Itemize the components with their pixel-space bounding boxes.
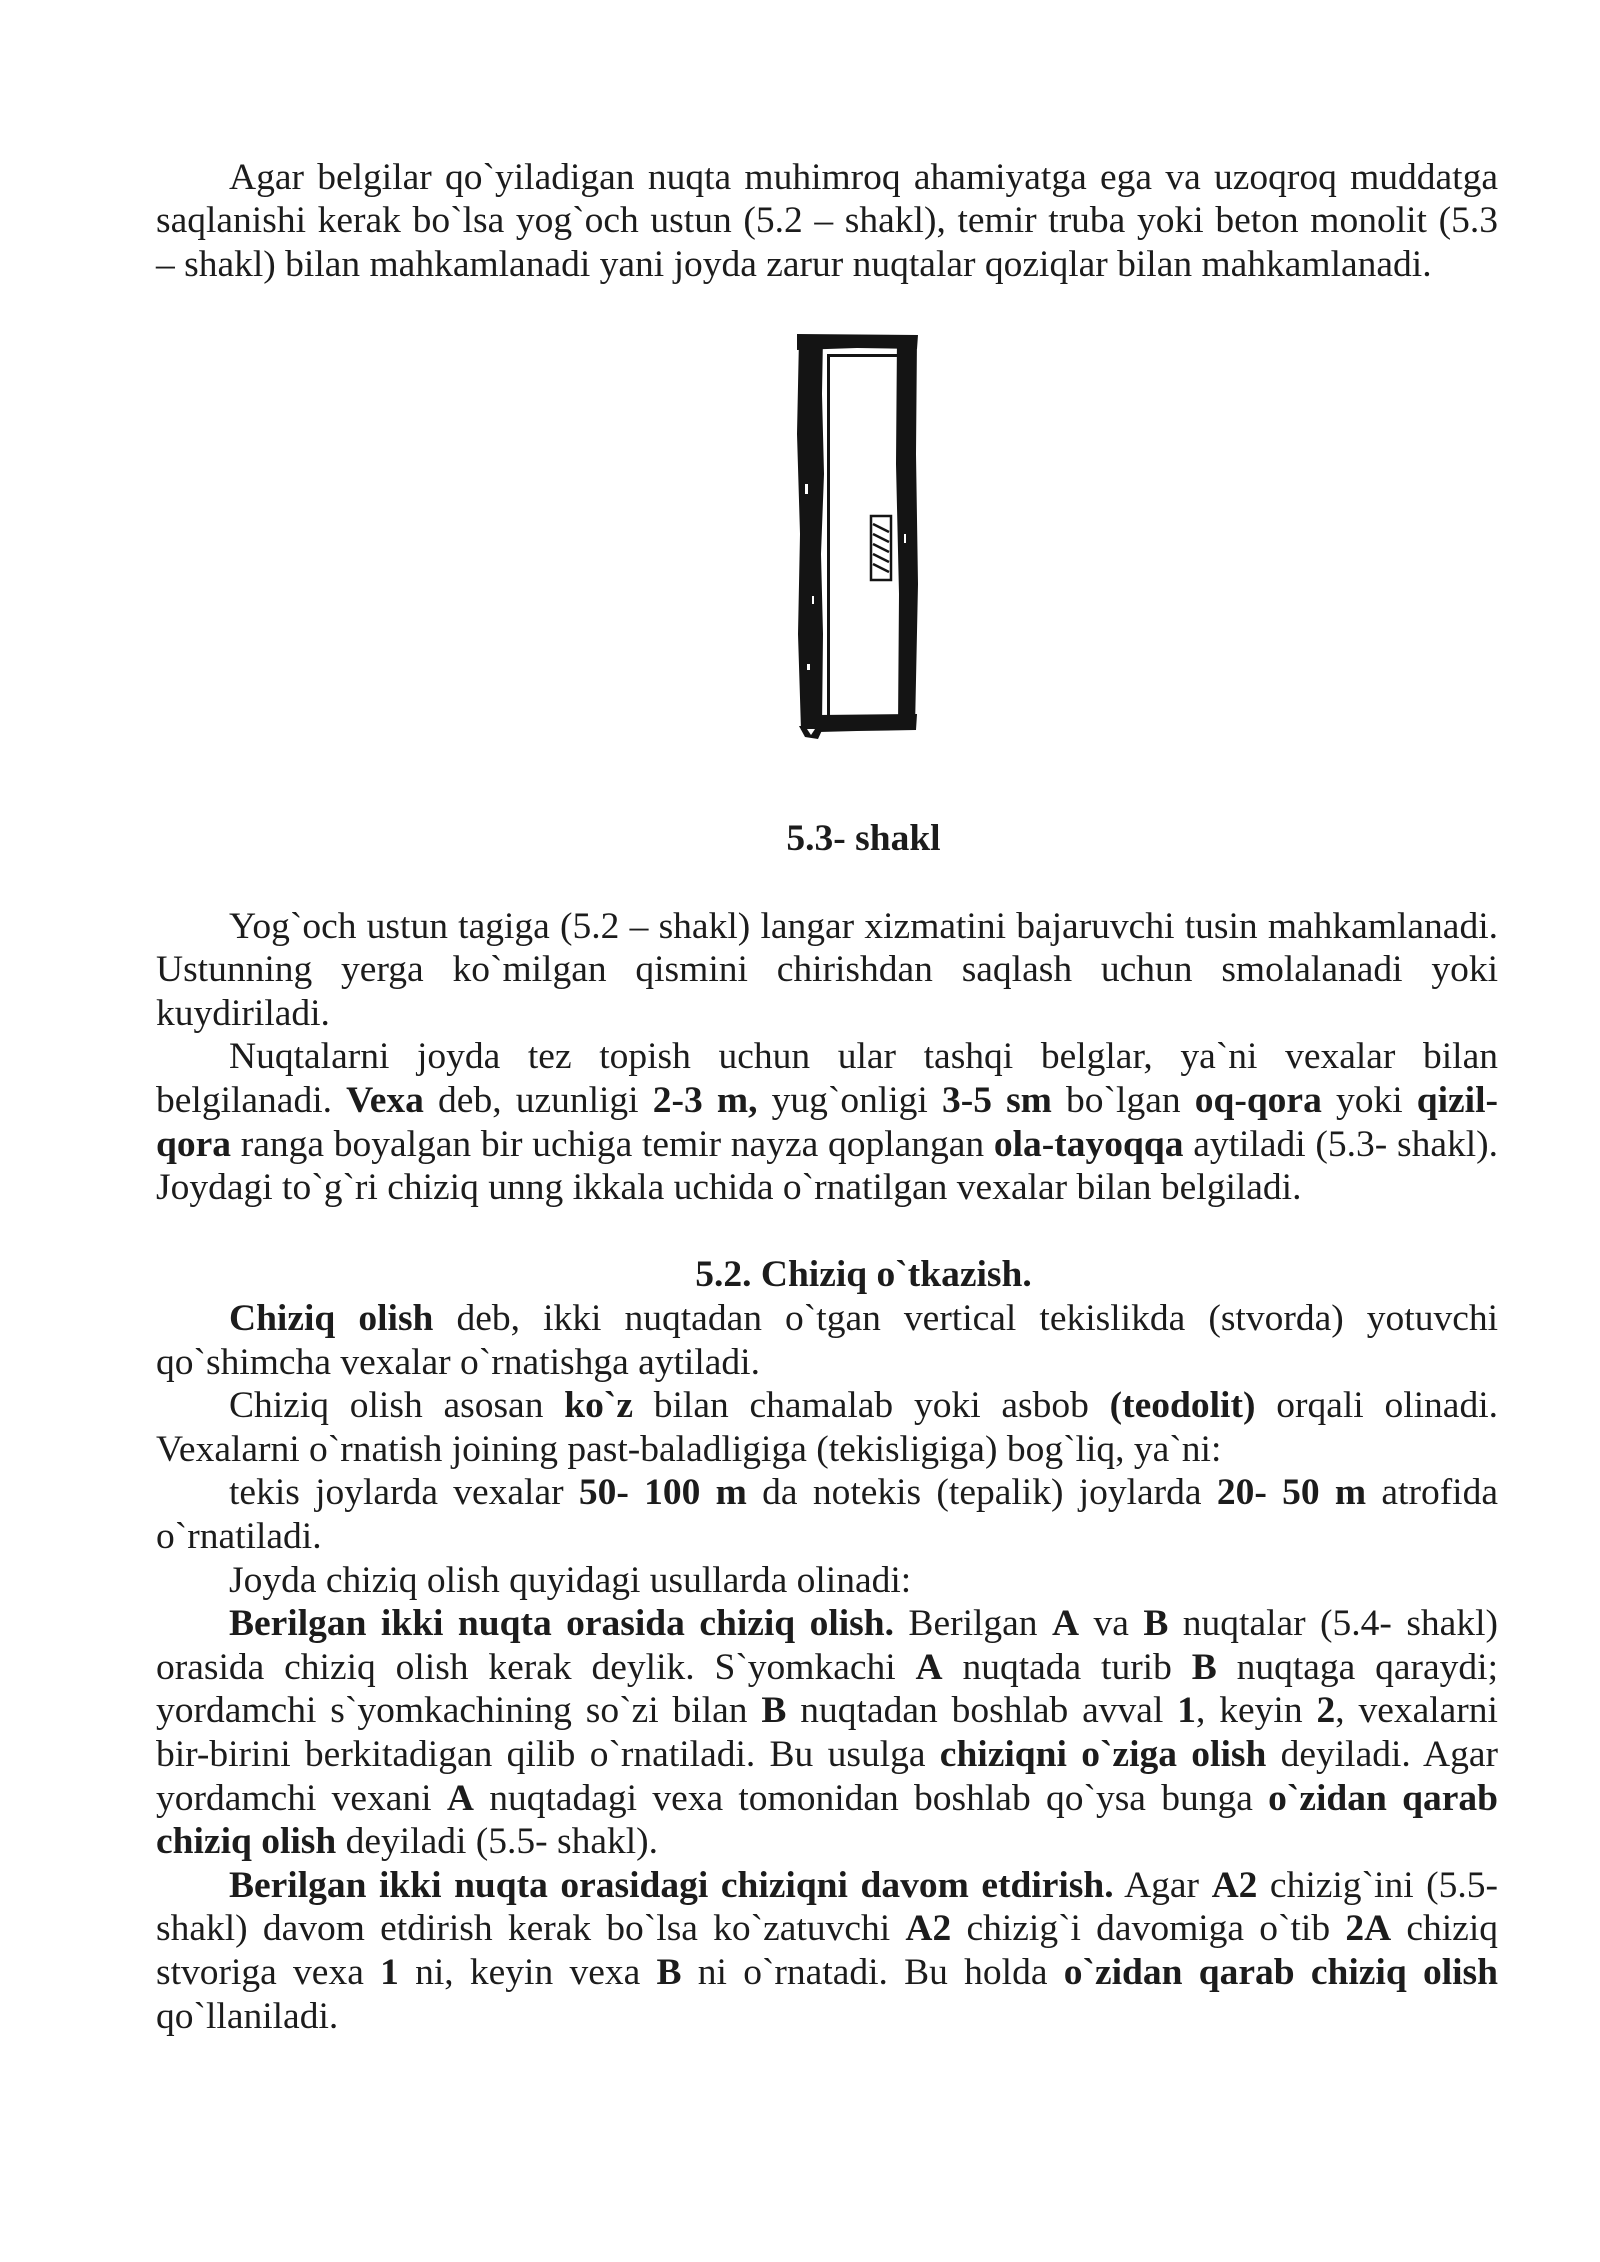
text-run: qo`shimcha vexalar o`rnatishga aytiladi. [156,1341,760,1383]
paragraph [156,1471,1498,1558]
text-run: orasida chiziq olish kerak deylik. S`yomkachi [156,1646,916,1688]
figure-5-3 [156,286,1498,817]
text-run: Yog`och ustun tagiga (5.2 – shakl) langar xizmatini bajaruvchi tusin mahkamlanadi. [229,905,1498,947]
monolith-bottom-edge [819,714,917,732]
text-line [156,1689,1498,1733]
text-line [156,1471,1498,1515]
text-run: shakl) davom etdirish kerak bo`lsa ko`zatuvchi [156,1908,906,1950]
text-run: stvoriga vexa [156,1951,381,1993]
text-run: tekis joylarda vexalar [229,1472,579,1514]
bold-text-run: ko`z [564,1385,633,1427]
text-run: yordamchi s`yomkachining so`zi bilan [156,1690,762,1732]
text-run: Joydagi to`g`ri chiziq unng ikkala uchida o`rnatilgan vexalar bilan belgiladi. [156,1167,1302,1209]
text-run: Nuqtalarni joyda tez topish uchun ular tashqi belglar, ya`ni vexalar bilan [229,1036,1498,1078]
intro-section [156,156,1498,287]
text-run: yoki [1321,1080,1417,1122]
text-run: deb, ikki nuqtadan o`tgan vertical tekislikda (stvorda) yotuvchi [433,1298,1499,1339]
bold-text-run: A [446,1777,474,1819]
text-line [156,948,1498,992]
text-run: va [1079,1603,1144,1645]
text-run: bo`lgan [1051,1080,1195,1122]
monolith-right-edge [896,336,918,728]
text-run: bir-birini berkitadigan qilib o`rnatiladi. Bu usulga [156,1733,940,1775]
paragraph [156,1602,1498,1864]
bold-text-run: Chiziq olish [229,1298,434,1339]
text-line [156,1995,1498,2039]
text-run: nuqtalar (5.4- shakl) [1168,1603,1498,1645]
text-run: Chiziq olish asosan [229,1385,565,1427]
text-line [156,1341,1498,1385]
text-run: o`rnatiladi. [156,1515,322,1557]
bold-text-run: 2-3 m, [652,1080,758,1122]
paragraph [156,156,1498,287]
text-run: deyiladi. Agar [1266,1733,1498,1775]
bold-text-run: o`zidan qarab [1268,1777,1498,1819]
bold-text-run: qora [156,1123,231,1165]
text-run: ni o`rnatadi. Bu holda [681,1951,1064,1993]
bold-text-run: A2 [1211,1864,1258,1906]
bold-text-run: oq-qora [1194,1080,1322,1122]
bold-text-run: Berilgan ikki nuqta orasida chiziq olish. [229,1603,894,1645]
paragraph [156,1384,1498,1471]
text-line [156,1384,1498,1428]
text-run: nuqtada turib [942,1646,1192,1688]
text-line [156,156,1498,200]
bold-text-run: chiziqni o`ziga olish [939,1733,1267,1775]
text-line [156,992,1498,1036]
text-run: da notekis (tepalik) joylarda [746,1472,1217,1514]
concrete-monolith-drawing [797,334,922,740]
bold-text-run: o`zidan qarab chiziq olish [1063,1951,1498,1993]
paragraph [156,1864,1498,2038]
text-line [156,1428,1498,1472]
text-line [156,199,1498,243]
text-line [156,1035,1498,1079]
text-run: qo`llaniladi. [156,1995,339,2037]
bold-text-run: A [915,1646,943,1688]
bold-text-run: B [1191,1646,1217,1688]
text-run: orqali olinadi. [1255,1385,1498,1427]
bold-text-run: 3-5 sm [941,1080,1052,1122]
text-run: bilan chamalab yoki asbob [632,1385,1110,1427]
text-run: chizig`ini (5.5- [1257,1864,1498,1906]
monolith-left-edge [797,336,824,730]
text-run: ni, keyin vexa [398,1951,657,1993]
text-run: , keyin [1196,1690,1317,1732]
paragraph [156,1559,1498,1603]
text-run: nuqtaga qaraydi; [1216,1646,1498,1688]
bold-text-run: B [761,1690,787,1732]
text-run: atrofida [1366,1472,1498,1514]
spacer [156,861,1498,905]
metal-plate-marking [871,516,891,580]
text-run: nuqtadagi vexa tomonidan boshlab qo`ysa bunga [473,1777,1269,1819]
text-line [156,1820,1498,1864]
body-section [156,905,1498,1210]
text-line [156,1864,1498,1908]
text-line [156,1166,1498,1210]
bold-text-run: qizil- [1416,1080,1499,1122]
bold-text-run: A2 [905,1908,952,1950]
document-page [156,156,1498,2038]
text-run: , vexalarni [1335,1690,1498,1732]
bold-text-run: Vexa [346,1080,424,1122]
text-run: Agar [1113,1864,1212,1906]
text-run: yordamchi vexani [156,1777,447,1819]
text-line [156,1515,1498,1559]
text-line [156,243,1498,287]
text-run: Joyda chiziq olish quyidagi usullarda olinadi: [229,1559,912,1601]
text-run: Vexalarni o`rnatish joining past-baladligiga (tekisligiga) bog`liq, ya`ni: [156,1428,1222,1470]
bold-text-run: ola-tayoqqa [993,1123,1184,1165]
monolith-inner-top-line [827,354,897,357]
bold-text-run: (teodolit) [1109,1385,1256,1427]
bold-text-run: 50- 100 m [578,1472,747,1514]
text-run: kuydiriladi. [156,992,330,1034]
bold-text-run: 1 [1177,1690,1196,1732]
text-line [156,1079,1498,1123]
text-run: chiziq [1391,1908,1498,1950]
bold-text-run: Berilgan ikki nuqta orasidagi chiziqni davom etdirish. [229,1864,1114,1906]
text-run: Berilgan [894,1603,1052,1645]
text-line [156,1602,1498,1646]
bold-text-run: B [656,1951,682,1993]
text-run: nuqtadan boshlab avval [786,1690,1178,1732]
paragraph [156,1035,1498,1209]
monolith-inner-left-line [827,354,830,716]
bold-text-run: 2 [1316,1690,1336,1732]
bold-text-run: 2A [1345,1908,1392,1950]
text-run: deb, uzunligi [423,1080,653,1122]
text-line [156,905,1498,949]
text-run: Ustunning yerga ko`milgan qismini chirishdan saqlash uchun smolalanadi yoki [156,949,1498,991]
text-run: deyiladi (5.5- shakl). [336,1821,659,1863]
text-run: aytiladi (5.3- shakl). [1183,1123,1498,1165]
text-line [156,1123,1498,1167]
text-line [156,1733,1498,1777]
bold-text-run: 1 [380,1951,399,1993]
bold-text-run: A [1051,1603,1080,1645]
text-line [156,1777,1498,1821]
bold-text-run: chiziq olish [156,1821,337,1863]
text-run: saqlanishi kerak bo`lsa yog`och ustun (5.2 – shakl), temir truba yoki beton monolit (5.3 [156,200,1498,242]
section-paragraphs [156,1297,1498,2038]
text-line [156,1559,1498,1603]
text-run: chizig`i davomiga o`tib [951,1908,1346,1950]
text-run: – shakl) bilan mahkamlanadi yani joyda zarur nuqtalar qoziqlar bilan mahkamlanadi. [156,243,1432,285]
spacer [156,1210,1498,1254]
text-run: ranga boyalgan bir uchiga temir nayza qoplangan [231,1123,994,1165]
bold-text-run: B [1143,1603,1169,1645]
text-line [156,1907,1498,1951]
bold-text-run: 20- 50 m [1216,1472,1367,1514]
text-line [156,1951,1498,1995]
paragraph [156,1297,1498,1384]
text-line [156,1646,1498,1690]
paragraph [156,905,1498,1036]
section-heading: 5.2. Chiziq o`tkazish. [695,1254,1032,1296]
figure-caption: 5.3- shakl [786,818,941,860]
text-run: yug`onligi [757,1080,942,1122]
text-line [156,1297,1498,1341]
text-run: Agar belgilar qo`yiladigan nuqta muhimroq ahamiyatga ega va uzoqroq muddatga [229,156,1498,198]
text-run: belgilanadi. [156,1080,347,1122]
